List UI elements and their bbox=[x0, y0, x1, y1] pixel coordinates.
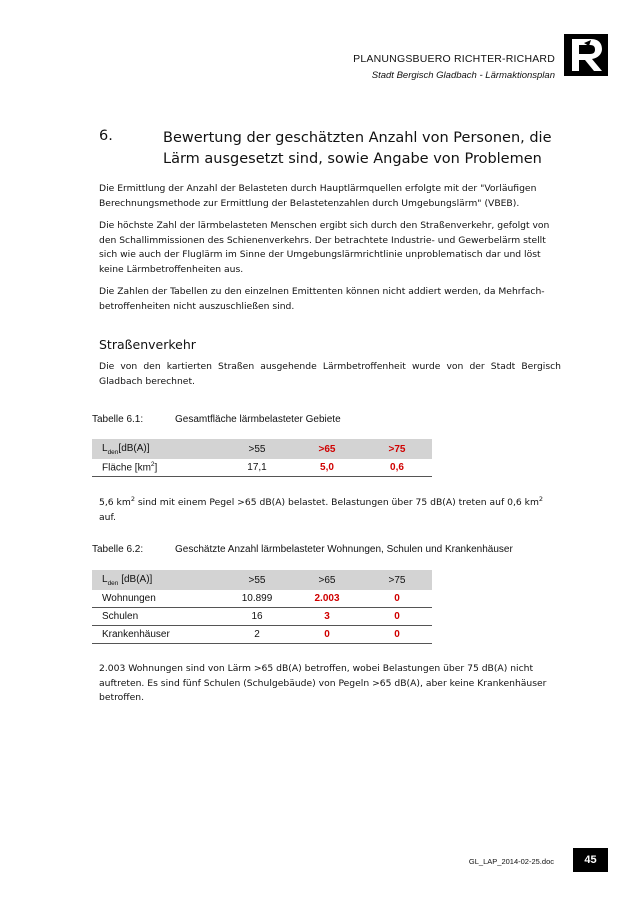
table-row bbox=[92, 590, 432, 608]
subheading-strassenverkehr: Straßenverkehr bbox=[99, 337, 196, 352]
table2-value: 0 bbox=[362, 626, 432, 644]
table1-value-75: 0,6 bbox=[362, 459, 432, 477]
table2-row-label: Schulen bbox=[92, 608, 222, 626]
table1-note: 5,6 $km^2$ sind mit einem Pegel >65 dB(A) belastet. Belastungen über 75 dB(A) treten auf 0,6 $km^2$ auf. bbox=[99, 495, 544, 523]
table1-header-col-55: >55 bbox=[222, 439, 292, 459]
table2-value: 0 bbox=[292, 626, 362, 644]
paragraph-vbeb: Die Ermittlung der Anzahl der Belasteten durch Hauptlärmquellen erfolgte mit der "Vorläufigen Berechnungsmethode zur Ermittlung der Belastetenzahlen durch Umgebungslärm" (VBEB). bbox=[99, 183, 537, 209]
section-number: 6. bbox=[99, 128, 113, 144]
table-6-1 bbox=[92, 439, 432, 477]
table2-value: 10.899 bbox=[222, 590, 292, 608]
table1-header-row bbox=[92, 439, 432, 459]
table2-label: Tabelle 6.2: bbox=[92, 544, 144, 555]
table2-value: 0 bbox=[362, 608, 432, 626]
table1-label: Tabelle 6.1: bbox=[92, 414, 144, 425]
table2-value: 16 bbox=[222, 608, 292, 626]
table2-title: Geschätzte Anzahl lärmbelasteter Wohnungen, Schulen und Krankenhäuser bbox=[175, 544, 513, 555]
table1-title: Gesamtfläche lärmbelasteter Gebiete bbox=[175, 414, 341, 425]
table1-caption bbox=[92, 414, 341, 425]
table2-note: 2.003 Wohnungen sind von Lärm >65 dB(A) betroffen, wobei Belastungen über 75 dB(A) nicht auftreten. Es sind fünf Schulen (Schulgebäude) von Pegeln >65 dB(A), aber keine Krankenhäuser betroffen. bbox=[99, 663, 547, 704]
table2-header-col-65: >65 bbox=[292, 570, 362, 590]
table2-value: 2.003 bbox=[292, 590, 362, 608]
table1-header-col-75: >75 bbox=[362, 439, 432, 459]
page-number: 45 bbox=[573, 848, 608, 872]
richter-richard-logo-icon bbox=[564, 34, 608, 76]
table1-header-col-65: >65 bbox=[292, 439, 362, 459]
table2-row-label: Krankenhäuser bbox=[92, 626, 222, 644]
section-title: Bewertung der geschätzten Anzahl von Personen, die Lärm ausgesetzt sind, sowie Angabe von Problemen bbox=[163, 130, 552, 167]
footer-document-name: GL_LAP_2014-02-25.doc bbox=[468, 857, 554, 866]
table-6-2 bbox=[92, 570, 432, 644]
table2-row-label: Wohnungen bbox=[92, 590, 222, 608]
table2-value: 0 bbox=[362, 590, 432, 608]
paragraph-no-addition: Die Zahlen der Tabellen zu den einzelnen Emittenten können nicht addiert werden, da Mehrfach-betroffenheiten nicht auszuschließen sind. bbox=[99, 286, 545, 312]
table1-row-label: Fläche $[km^2]$ bbox=[92, 459, 222, 477]
table1-header-ldb: $L_{den}[dB(A)]$ bbox=[92, 439, 222, 459]
table-row bbox=[92, 608, 432, 626]
header-project-title: Stadt Bergisch Gladbach - Lärmaktionsplan bbox=[371, 70, 555, 81]
table2-caption bbox=[92, 544, 513, 555]
table2-header-col-75: >75 bbox=[362, 570, 432, 590]
table1-value-65: 5,0 bbox=[292, 459, 362, 477]
paragraph-highest-count: Die höchste Zahl der lärmbelasteten Menschen ergibt sich durch den Straßenverkehr, gefolgt von den Schallimmissionen des Schienenverkehrs. Der betrachtete Industrie- und Gewerbelärm stellt sich wie auch der Fluglärm im Sinne der Umgebungslärmrichtlinie unproblematisch dar und löst keine Lärmbetroffenheiten aus. bbox=[99, 220, 550, 275]
table2-value: 3 bbox=[292, 608, 362, 626]
paragraph-strassenverkehr-intro: Die von den kartierten Straßen ausgehende Lärmbetroffenheit wurde von der Stadt Bergisch Gladbach berechnet. bbox=[99, 361, 561, 387]
table-row bbox=[92, 459, 432, 477]
table2-header-row bbox=[92, 570, 432, 590]
table-row bbox=[92, 626, 432, 644]
header-company-name: PLANUNGSBUERO RICHTER-RICHARD bbox=[353, 53, 555, 65]
table2-header-col-55: >55 bbox=[222, 570, 292, 590]
table1-value-55: 17,1 bbox=[222, 459, 292, 477]
table2-header-ldb: $L_{den}$ [dB(A)] bbox=[92, 570, 222, 590]
table2-value: 2 bbox=[222, 626, 292, 644]
